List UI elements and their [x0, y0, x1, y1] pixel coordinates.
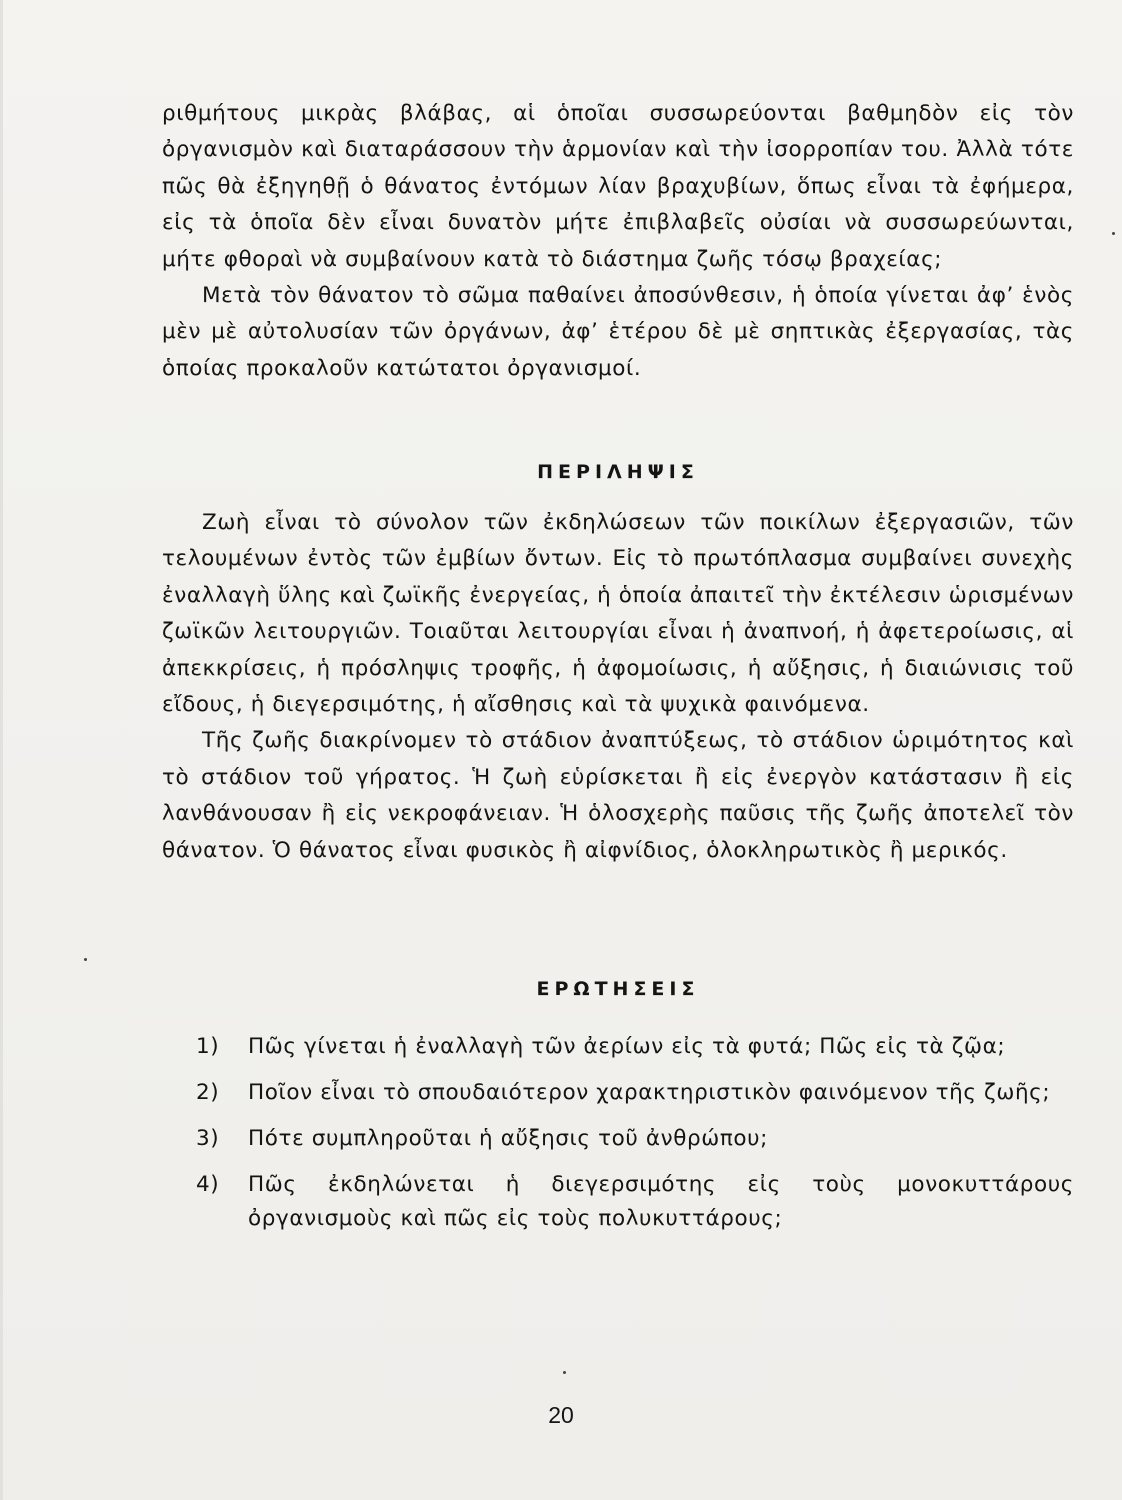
scan-speck [84, 958, 87, 961]
question-number: 2) [196, 1080, 220, 1105]
question-text: Πῶς γίνεται ἡ ἐναλλαγὴ τῶν ἀερίων εἰς τὰ φυτά; Πῶς εἰς τὰ ζῷα; [248, 1034, 1006, 1059]
question-number: 3) [196, 1126, 220, 1151]
question-item [160, 1030, 1074, 1064]
paragraph: ριθμήτους μικρὰς βλάβας, αἱ ὁποῖαι συσσωρεύονται βαθμηδὸν εἰς τὸν ὀργανισμὸν καὶ διαταράσσουν τὴν ἁρμονίαν καὶ τὴν ἰσορροπίαν του. Ἀλλὰ τότε πῶς θὰ ἐξηγηθῇ ὁ θάνατος ἐντόμων λίαν βραχυβίων, ὅπως εἶναι τὰ ἐφήμερα, εἰς τὰ ὁποῖα δὲν εἶναι δυνατὸν μήτε ἐπιβλαβεῖς οὐσίαι νὰ συσσωρεύωνται, μήτε φθοραὶ νὰ συμβαίνουν κατὰ τὸ διάστημα ζωῆς τόσῳ βραχείας; [162, 101, 1074, 272]
question-text: Ποῖον εἶναι τὸ σπουδαιότερον χαρακτηριστικὸν φαινόμενον τῆς ζωῆς; [248, 1080, 1051, 1105]
page-number: 20 [548, 1402, 574, 1428]
question-number: 4) [196, 1172, 220, 1197]
question-text: Πότε συμπληροῦται ἡ αὔξησις τοῦ ἀνθρώπου; [248, 1126, 769, 1151]
question-item [160, 1122, 1074, 1156]
page-edge-shadow [0, 0, 3, 1500]
questions-heading: ΕΡΩΤΗΣΕΙΣ [536, 978, 700, 1000]
summary-heading: ΠΕΡΙΛΗΨΙΣ [537, 461, 699, 483]
scan-speck [563, 1371, 566, 1374]
question-text: Πῶς ἐκδηλώνεται ἡ διεγερσιμότης εἰς τοὺς μονοκυττάρους ὀργανισμοὺς καὶ πῶς εἰς τοὺς πολυκυττάρους; [248, 1172, 1074, 1231]
scan-speck [1112, 232, 1115, 235]
question-item [160, 1168, 1074, 1236]
paragraph: Τῆς ζωῆς διακρίνομεν τὸ στάδιον ἀναπτύξεως, τὸ στάδιον ὡριμότητος καὶ τὸ στάδιον τοῦ γήρατος. Ἡ ζωὴ εὑρίσκεται ἢ εἰς ἐνεργὸν κατάστασιν ἢ εἰς λανθάνουσαν ἢ εἰς νεκροφάνειαν. Ἡ ὁλοσχερὴς παῦσις τῆς ζωῆς ἀποτελεῖ τὸν θάνατον. Ὁ θάνατος εἶναι φυσικὸς ἢ αἰφνίδιος, ὁλοκληρωτικὸς ἢ μερικός. [162, 728, 1074, 863]
paragraph: Ζωὴ εἶναι τὸ σύνολον τῶν ἐκδηλώσεων τῶν ποικίλων ἐξεργασιῶν, τῶν τελουμένων ἐντὸς τῶν ἐμβίων ὄντων. Εἰς τὸ πρωτόπλασμα συμβαίνει συνεχὴς ἐναλλαγὴ ὕλης καὶ ζωϊκῆς ἐνεργείας, ἡ ὁποία ἀπαιτεῖ τὴν ἐκτέλεσιν ὡρισμένων ζωϊκῶν λειτουργιῶν. Τοιαῦται λειτουργίαι εἶναι ἡ ἀναπνοή, ἡ ἀφετεροίωσις, αἱ ἀπεκκρίσεις, ἡ πρόσληψις τροφῆς, ἡ ἀφομοίωσις, ἡ αὔξησις, ἡ διαιώνισις τοῦ εἴδους, ἡ διεγερσιμότης, ἡ αἴσθησις καὶ τὰ ψυχικὰ φαινόμενα. [162, 510, 1074, 718]
summary-text [162, 505, 1074, 869]
continuation-text [162, 96, 1074, 387]
question-item [160, 1076, 1074, 1110]
question-number: 1) [196, 1034, 220, 1059]
paragraph: Μετὰ τὸν θάνατον τὸ σῶμα παθαίνει ἀποσύνθεσιν, ἡ ὁποία γίνεται ἀφ’ ἑνὸς μὲν μὲ αὐτολυσίαν τῶν ὀργάνων, ἀφ’ ἑτέρου δὲ μὲ σηπτικὰς ἐξεργασίας, τὰς ὁποίας προκαλοῦν κατώτατοι ὀργανισμοί. [162, 283, 1074, 381]
questions-list [160, 1030, 1074, 1248]
